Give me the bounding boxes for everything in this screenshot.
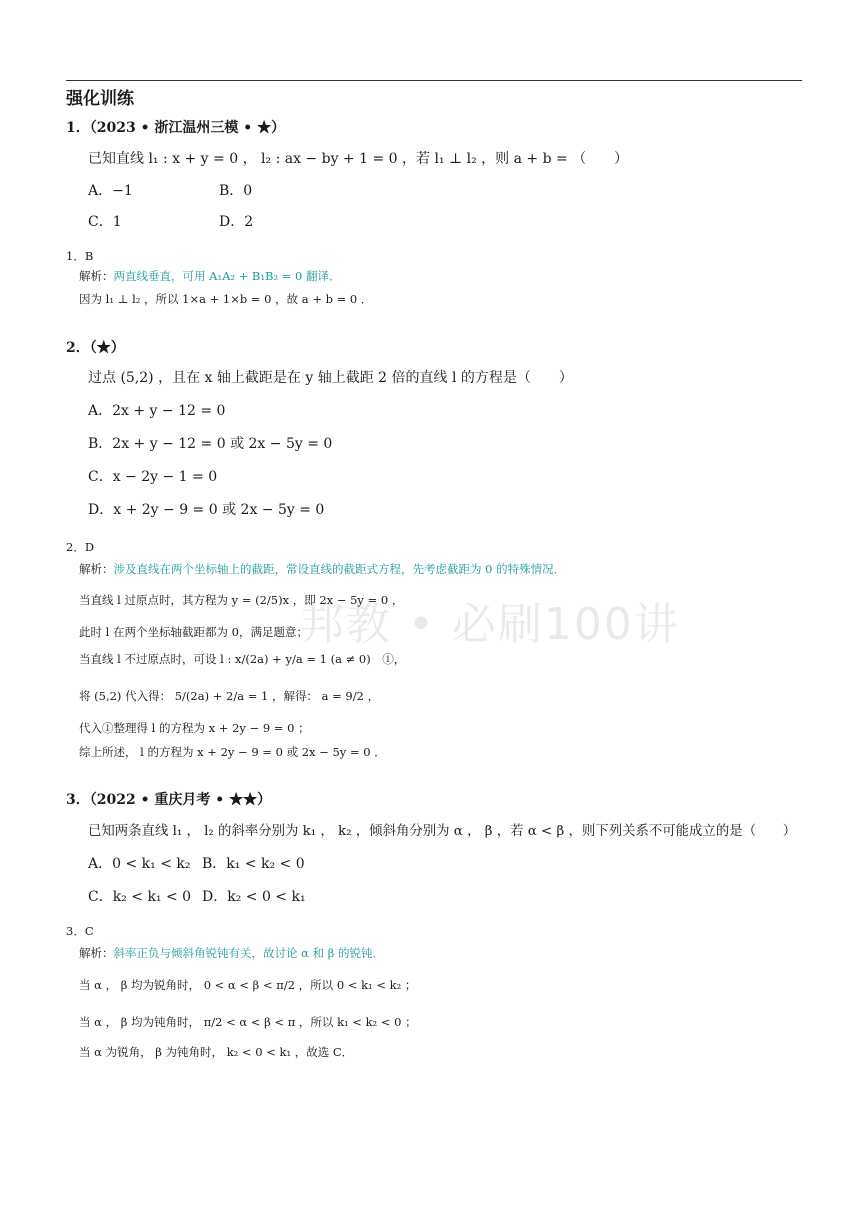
explanation-note: 斜率正负与倾斜角锐钝有关，故讨论 α 和 β 的锐钝． [113, 946, 385, 960]
explanation-2-line: 当直线 l 过原点时，其方程为 y = (2/5)x ，即 2x − 5y = 0 ， [79, 593, 404, 607]
explanation-2-line: 将 (5,2) 代入得： 5/(2a) + 2/a = 1 ，解得： a = 9/2 ， [79, 689, 380, 703]
explanation-label: 解析： [79, 269, 114, 283]
explanation-3-intro [79, 945, 384, 961]
question-2-head: 2．（★） [66, 340, 125, 356]
question-1-stem: 已知直线 l₁ : x + y = 0 ， l₂ : ax − by + 1 = 0 ，若 l₁ ⊥ l₂ ，则 a + b = （ ） [88, 151, 629, 167]
question-1-option-c: C．1 [88, 214, 122, 230]
question-3-option-c: C．k₂ < k₁ < 0 [88, 889, 192, 905]
explanation-1-intro [79, 268, 340, 284]
explanation-2-line: 代入①整理得 l 的方程为 x + 2y − 9 = 0 ； [79, 721, 310, 735]
question-1-option-d: D．2 [219, 214, 254, 230]
question-2-option-c: C．x − 2y − 1 = 0 [88, 469, 218, 485]
answer-1: 1．B [66, 249, 94, 263]
explanation-2-line: 综上所述， l 的方程为 x + 2y − 9 = 0 或 2x − 5y = 0 ． [79, 745, 386, 759]
question-1-head: 1．（2023 • 浙江温州三模 • ★） [66, 120, 286, 136]
explanation-2-intro [79, 561, 565, 577]
explanation-label: 解析： [79, 562, 114, 576]
question-3-option-b: B．k₁ < k₂ < 0 [202, 856, 305, 872]
explanation-note: 涉及直线在两个坐标轴上的截距，常设直线的截距式方程，先考虑截距为 0 的特殊情况． [113, 562, 566, 576]
question-2-option-d: D．x + 2y − 9 = 0 或 2x − 5y = 0 [88, 502, 325, 518]
explanation-1-line: 因为 l₁ ⊥ l₂ ，所以 1×a + 1×b = 0 ，故 a + b = 0 ． [79, 292, 373, 306]
explanation-2-line: 当直线 l 不过原点时，可设 l : x/(2a) + y/a = 1 (a ≠ 0) ①， [79, 652, 406, 666]
question-3-stem: 已知两条直线 l₁ ， l₂ 的斜率分别为 k₁ ， k₂ ，倾斜角分别为 α ， β ，若 α < β ，则下列关系不可能成立的是（ ） [88, 824, 797, 839]
section-title: 强化训练 [66, 89, 134, 109]
watermark: 邦教 • 必刷100讲 [300, 599, 680, 650]
explanation-2-line: 此时 l 在两个坐标轴截距都为 0，满足题意； [79, 625, 308, 639]
explanation-note: 两直线垂直，可用 A₁A₂ + B₁B₂ = 0 翻译． [113, 269, 341, 283]
question-3-head: 3．（2022 • 重庆月考 • ★★） [66, 792, 272, 808]
explanation-label: 解析： [79, 946, 114, 960]
question-1-option-b: B．0 [219, 183, 253, 199]
question-1-option-a: A．−1 [88, 183, 133, 199]
question-2-option-b: B．2x + y − 12 = 0 或 2x − 5y = 0 [88, 436, 333, 452]
question-3-option-a: A．0 < k₁ < k₂ [88, 856, 191, 872]
question-2-stem: 过点 (5,2) ，且在 x 轴上截距是在 y 轴上截距 2 倍的直线 l 的方程是（ ） [88, 370, 573, 386]
explanation-3-line: 当 α ， β 均为锐角时， 0 < α < β < π/2 ，所以 0 < k₁ < k₂ ； [79, 978, 417, 992]
question-3-option-d: D．k₂ < 0 < k₁ [202, 889, 306, 905]
answer-2: 2．D [66, 540, 95, 554]
header-rule [66, 80, 802, 81]
explanation-3-line: 当 α ， β 均为钝角时， π/2 < α < β < π ，所以 k₁ < k₂ < 0 ； [79, 1015, 417, 1029]
question-2-option-a: A．2x + y − 12 = 0 [88, 403, 226, 419]
explanation-3-line: 当 α 为锐角， β 为钝角时， k₂ < 0 < k₁ ，故选 C． [79, 1045, 354, 1059]
answer-3: 3．C [66, 924, 94, 938]
